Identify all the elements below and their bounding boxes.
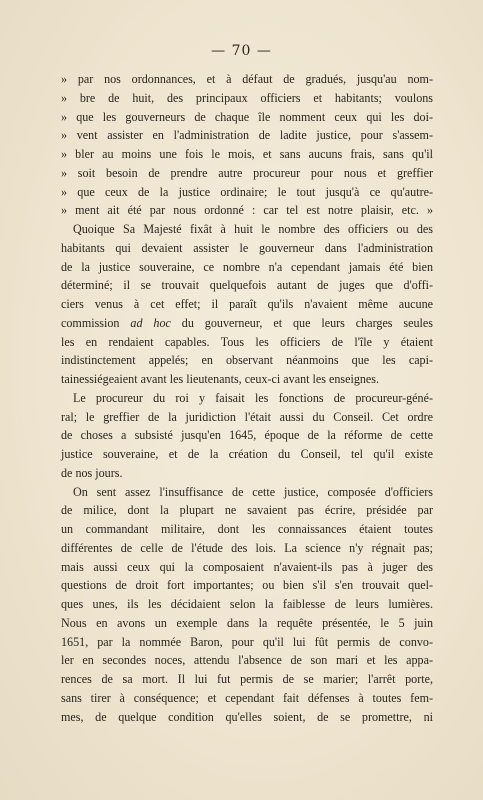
text-line: questions de droit fort importantes; ou bien s'il s'en trouvait quel- [61, 578, 433, 593]
text-line: 1651, par la nommée Baron, pour qu'il lui fût permis de convo- [61, 634, 433, 649]
page-number: — 70 — [211, 43, 272, 59]
text-line: de choses a subsisté jusqu'en 1645, époque de la réforme de cette [61, 428, 433, 443]
text-line: de nos jours. [61, 465, 123, 480]
text-line: ciers venus à cet effet; il paraît qu'ils n'avaient même aucune [61, 297, 433, 311]
text-line: On sent assez l'insuffisance de cette justice, composée d'officiers [73, 484, 433, 499]
text-line: Nous en avons un exemple dans la requête présentée, le 5 juin [61, 615, 433, 630]
text-line: mes, de quelque condition qu'elles soient, de se promettre, ni [61, 709, 433, 724]
text-line: Quoique Sa Majesté fixât à huit le nombre des officiers ou des [73, 222, 433, 236]
text-line: de la justice souveraine, ce nombre n'a cependant jamais été bien [61, 259, 433, 274]
italic-phrase: ad hoc [130, 315, 171, 330]
text-line: » que ceux de la justice ordinaire; le tout jusqu'à ce qu'autre- [61, 184, 433, 199]
text-line: tainessiégeaient avant les lieutenants, ceux-ci avant les enseignes. [61, 372, 380, 386]
text-line: commission ad hoc du gouverneur, et que leurs charges seules [61, 315, 433, 330]
text-line: » par nos ordonnances, et à défaut de gradués, jusqu'au nom- [61, 72, 433, 86]
text-line: Le procureur du roi y faisait les fonctions de procureur-géné- [73, 390, 433, 405]
text-line: ques unes, ils les décidaient selon la faiblesse de leurs lumières. [61, 597, 433, 611]
text-line: » soit besoin de prendre autre procureur pour nous et greffier [61, 165, 433, 180]
body-text [61, 70, 433, 726]
text-line: indistinctement appelés; en observant néanmoins que les capi- [61, 353, 433, 368]
text-line: » bler au moins une fois le mois, et sans aucuns frais, sans qu'il [61, 147, 433, 161]
text-line: de milice, dont la plupart ne savaient pas écrire, présidée par [61, 503, 433, 518]
text-line: différentes de celle de l'étude des lois. La science n'y régnait pas; [61, 540, 433, 555]
text-line: justice souveraine, et de la création du Conseil, tel qu'il existe [61, 447, 433, 461]
text-line: » ment ait été par nous ordonné : car tel est notre plaisir, etc. » [61, 203, 433, 218]
text-line: ler en secondes noces, attendu l'absence de son mari et les appa- [61, 653, 433, 668]
text-line: un commandant militaire, dont les connaissances étaient toutes [61, 522, 433, 536]
text-line: » que les gouverneurs de chaque île nomment ceux qui les doi- [61, 109, 433, 124]
text-line: déterminé; il se trouvait quelquefois autant de juges que d'offi- [61, 278, 433, 293]
text-line: » vent assister en l'administration de ladite justice, pour s'assem- [61, 128, 433, 143]
text-line: habitants qui devaient assister le gouverneur dans l'administration [61, 240, 433, 255]
text-line: les en rendaient capables. Tous les officiers de l'île y étaient [61, 334, 433, 349]
text-line: ral; le greffier de la juridiction l'était aussi du Conseil. Cet ordre [61, 409, 433, 424]
text-line: sans tirer à conséquence; et cependant fait défenses à toutes fem- [61, 690, 433, 705]
text-line: » bre de huit, des principaux officiers et habitants; voulons [61, 90, 433, 105]
text-line: rences de sa mort. Il lui fut permis de se marier; l'arrêt porte, [61, 672, 433, 686]
text-line: mais aussi ceux qui la composaient n'avaient-ils pas à juger des [61, 559, 433, 574]
